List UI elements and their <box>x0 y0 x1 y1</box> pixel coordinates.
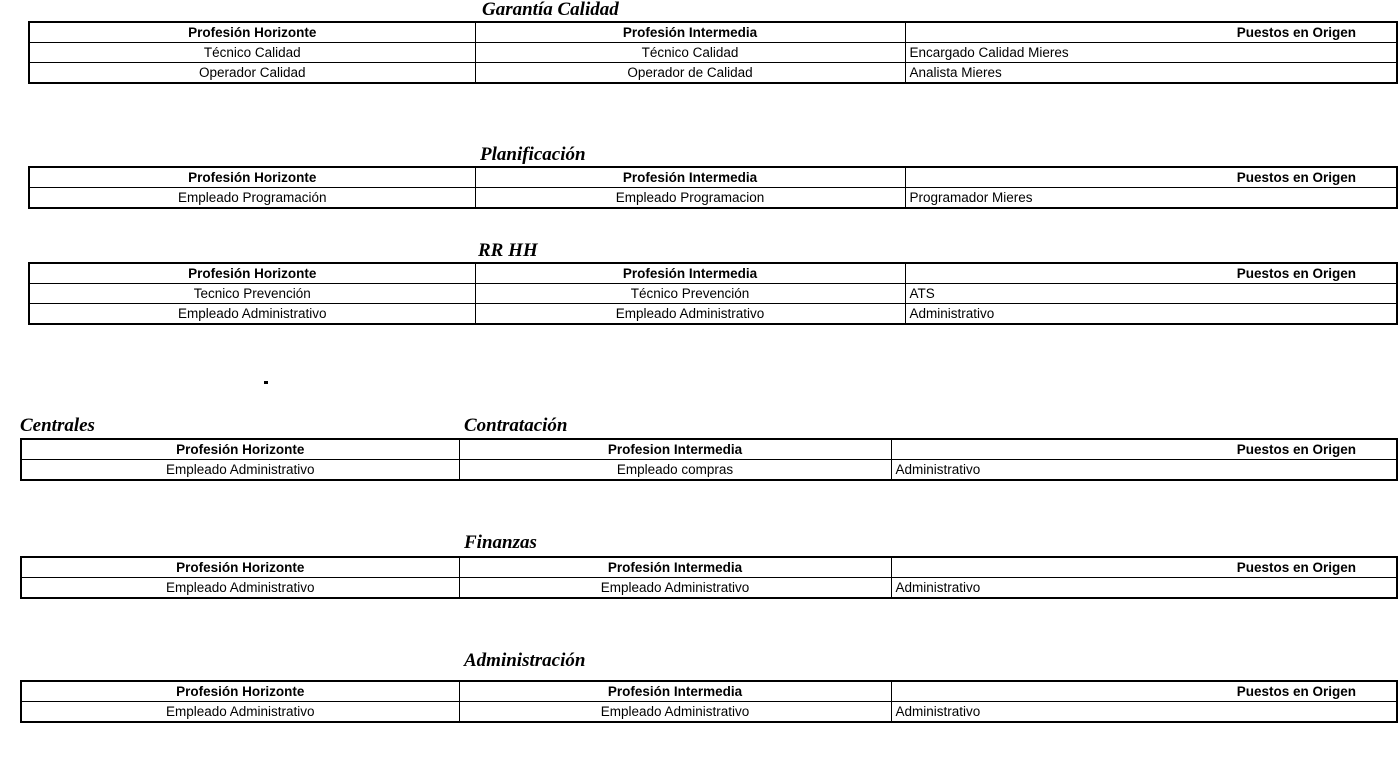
cell-horizonte: Técnico Calidad <box>29 43 475 63</box>
header-profesion-intermedia: Profesión Intermedia <box>459 557 891 578</box>
header-profesion-intermedia: Profesion Intermedia <box>459 439 891 460</box>
cell-origen: Programador Mieres <box>905 188 1397 209</box>
cell-horizonte: Empleado Programación <box>29 188 475 209</box>
stray-mark <box>264 381 268 384</box>
table-header-row <box>21 439 1397 460</box>
cell-origen: Administrativo <box>891 460 1397 481</box>
cell-horizonte: Empleado Administrativo <box>29 304 475 325</box>
table-row <box>29 284 1397 304</box>
header-profesion-horizonte: Profesión Horizonte <box>21 439 459 460</box>
table-garantia-calidad <box>28 21 1398 84</box>
header-puestos-en-origen: Puestos en Origen <box>905 263 1397 284</box>
cell-origen: Administrativo <box>891 702 1397 723</box>
table-finanzas <box>20 556 1398 599</box>
table-row <box>29 188 1397 209</box>
header-puestos-en-origen: Puestos en Origen <box>905 22 1397 43</box>
cell-origen: ATS <box>905 284 1397 304</box>
table-rrhh <box>28 262 1398 325</box>
group-label-centrales: Centrales <box>20 415 95 436</box>
cell-intermedia: Empleado Administrativo <box>459 578 891 599</box>
cell-intermedia: Técnico Calidad <box>475 43 905 63</box>
header-profesion-intermedia: Profesión Intermedia <box>475 22 905 43</box>
table-row <box>29 63 1397 84</box>
header-puestos-en-origen: Puestos en Origen <box>891 681 1397 702</box>
table-header-row <box>29 263 1397 284</box>
header-profesion-intermedia: Profesión Intermedia <box>459 681 891 702</box>
cell-intermedia: Técnico Prevención <box>475 284 905 304</box>
cell-horizonte: Operador Calidad <box>29 63 475 84</box>
cell-origen: Encargado Calidad Mieres <box>905 43 1397 63</box>
header-profesion-horizonte: Profesión Horizonte <box>29 263 475 284</box>
section-title-administracion: Administración <box>464 650 586 671</box>
section-title-garantia-calidad: Garantía Calidad <box>482 0 619 20</box>
table-row <box>29 43 1397 63</box>
header-profesion-horizonte: Profesión Horizonte <box>29 22 475 43</box>
table-row <box>21 578 1397 599</box>
header-profesion-intermedia: Profesión Intermedia <box>475 167 905 188</box>
table-header-row <box>29 22 1397 43</box>
cell-intermedia: Operador de Calidad <box>475 63 905 84</box>
header-puestos-en-origen: Puestos en Origen <box>891 439 1397 460</box>
table-header-row <box>21 681 1397 702</box>
section-title-contratacion: Contratación <box>464 415 568 436</box>
cell-origen: Administrativo <box>891 578 1397 599</box>
cell-intermedia: Empleado Programacion <box>475 188 905 209</box>
table-row <box>21 702 1397 723</box>
header-profesion-horizonte: Profesión Horizonte <box>29 167 475 188</box>
table-administracion <box>20 680 1398 723</box>
header-profesion-horizonte: Profesión Horizonte <box>21 681 459 702</box>
cell-horizonte: Empleado Administrativo <box>21 460 459 481</box>
header-profesion-intermedia: Profesión Intermedia <box>475 263 905 284</box>
section-title-rrhh: RR HH <box>478 240 538 261</box>
table-header-row <box>21 557 1397 578</box>
header-puestos-en-origen: Puestos en Origen <box>891 557 1397 578</box>
header-puestos-en-origen: Puestos en Origen <box>905 167 1397 188</box>
table-row <box>29 304 1397 325</box>
cell-horizonte: Empleado Administrativo <box>21 578 459 599</box>
header-profesion-horizonte: Profesión Horizonte <box>21 557 459 578</box>
table-planificacion <box>28 166 1398 209</box>
section-title-planificacion: Planificación <box>480 144 586 165</box>
cell-horizonte: Empleado Administrativo <box>21 702 459 723</box>
cell-intermedia: Empleado Administrativo <box>475 304 905 325</box>
section-title-finanzas: Finanzas <box>464 532 537 553</box>
cell-origen: Administrativo <box>905 304 1397 325</box>
table-header-row <box>29 167 1397 188</box>
cell-intermedia: Empleado Administrativo <box>459 702 891 723</box>
table-contratacion <box>20 438 1398 481</box>
cell-origen: Analista Mieres <box>905 63 1397 84</box>
cell-horizonte: Tecnico Prevención <box>29 284 475 304</box>
cell-intermedia: Empleado compras <box>459 460 891 481</box>
table-row <box>21 460 1397 481</box>
